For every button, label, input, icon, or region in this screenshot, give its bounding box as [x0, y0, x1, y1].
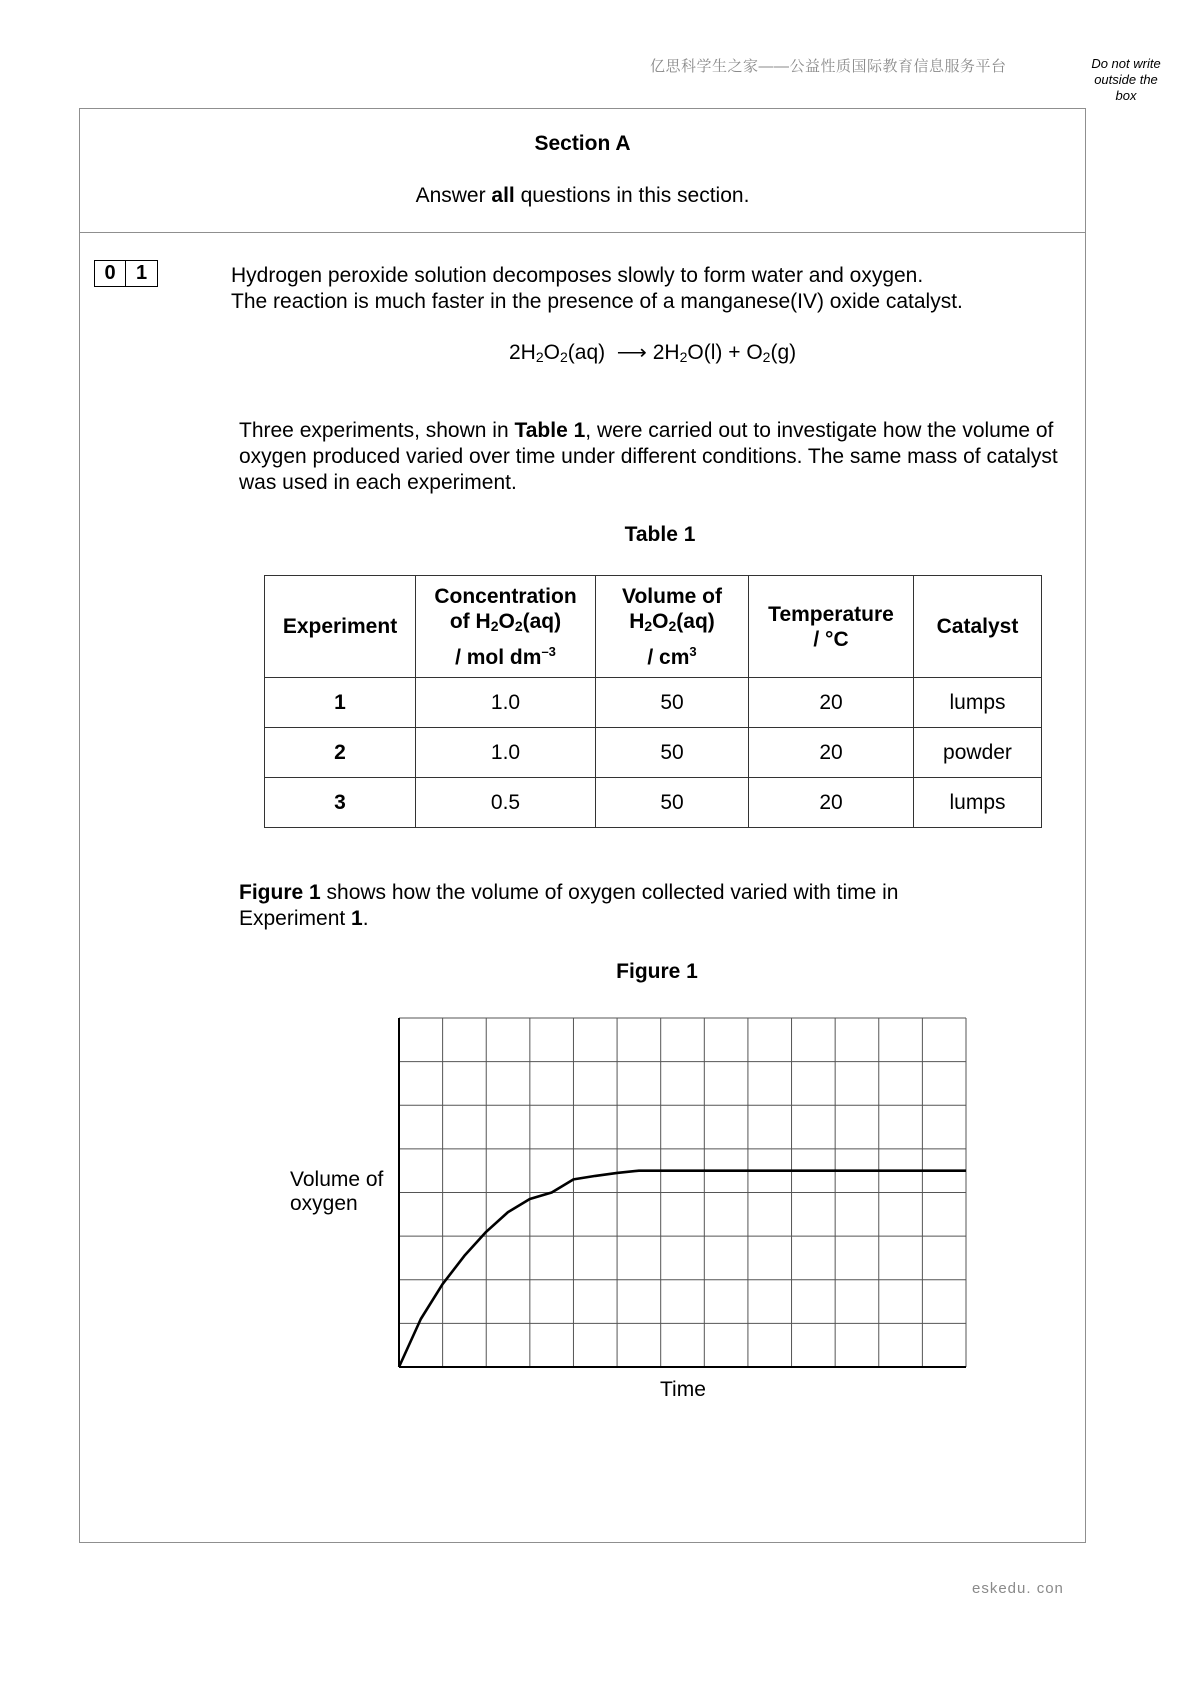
figure-intro-bold-2: 1: [351, 907, 363, 930]
para2-post: , were carried out to investigate how the volume of oxygen produced varied over time under different conditions. The same mass of catalyst was used in each experiment.: [239, 419, 1058, 494]
header-watermark: 亿思科学生之家——公益性质国际教育信息服务平台: [650, 58, 1007, 75]
intro-line-1: Hydrogen peroxide solution decomposes slowly to form water and oxygen.: [231, 264, 924, 287]
margin-note: Do not write outside the box: [1091, 56, 1161, 103]
cell-concentration: 1.0: [416, 678, 596, 728]
header-experiment: Experiment: [265, 576, 416, 678]
cell-catalyst: lumps: [914, 678, 1042, 728]
cell-temperature: 20: [749, 778, 914, 828]
cell-temperature: 20: [749, 678, 914, 728]
instruction-pre: Answer: [415, 184, 492, 207]
table-caption: Table 1: [624, 523, 696, 546]
cell-temperature: 20: [749, 728, 914, 778]
cell-catalyst: powder: [914, 728, 1042, 778]
footer-site: eskedu. con: [972, 1580, 1064, 1597]
chart-grid: [399, 1018, 966, 1367]
header-concentration: Concentration of $H_2O_2(aq)$ / mol $dm^{-3}$: [416, 576, 596, 678]
header-volume: Volume of $H_2O_2(aq)$ / $cm^3$: [596, 576, 749, 678]
figure-intro-mid: shows how the volume of oxygen collected varied with time in Experiment: [239, 881, 899, 930]
y-axis-label: Volume of oxygen: [290, 1168, 384, 1215]
section-title: Section A: [534, 132, 631, 155]
chart-series: [399, 1171, 966, 1367]
cell-volume: 50: [596, 678, 749, 728]
x-axis-label: Time: [660, 1378, 706, 1401]
header-temperature: Temperature / °C: [749, 576, 914, 678]
header-catalyst: Catalyst: [914, 576, 1042, 678]
para2-pre: Three experiments, shown in: [239, 419, 515, 442]
cell-volume: 50: [596, 728, 749, 778]
intro-line-2: The reaction is much faster in the presence of a manganese(IV) oxide catalyst.: [231, 290, 963, 313]
question-number-digit-1: 0: [94, 260, 126, 287]
instruction-post: questions in this section.: [514, 184, 750, 207]
cell-concentration: 0.5: [416, 778, 596, 828]
instruction-bold: all: [491, 184, 515, 207]
para2-bold: Table 1: [514, 419, 586, 442]
cell-experiment: 1: [265, 678, 416, 728]
figure-intro-bold: Figure 1: [239, 881, 321, 904]
cell-experiment: 2: [265, 728, 416, 778]
cell-volume: 50: [596, 778, 749, 828]
figure-caption: Figure 1: [616, 960, 698, 983]
question-number-digit-2: 1: [126, 260, 158, 287]
figure-intro-end: .: [362, 907, 369, 930]
cell-experiment: 3: [265, 778, 416, 828]
cell-catalyst: lumps: [914, 778, 1042, 828]
series-line-experiment-1: [399, 1171, 966, 1367]
cell-concentration: 1.0: [416, 728, 596, 778]
chemical-equation: $2H_2O_2(aq)$ ⟶ $2H_2O(l) + O_2(g)$: [509, 341, 797, 365]
